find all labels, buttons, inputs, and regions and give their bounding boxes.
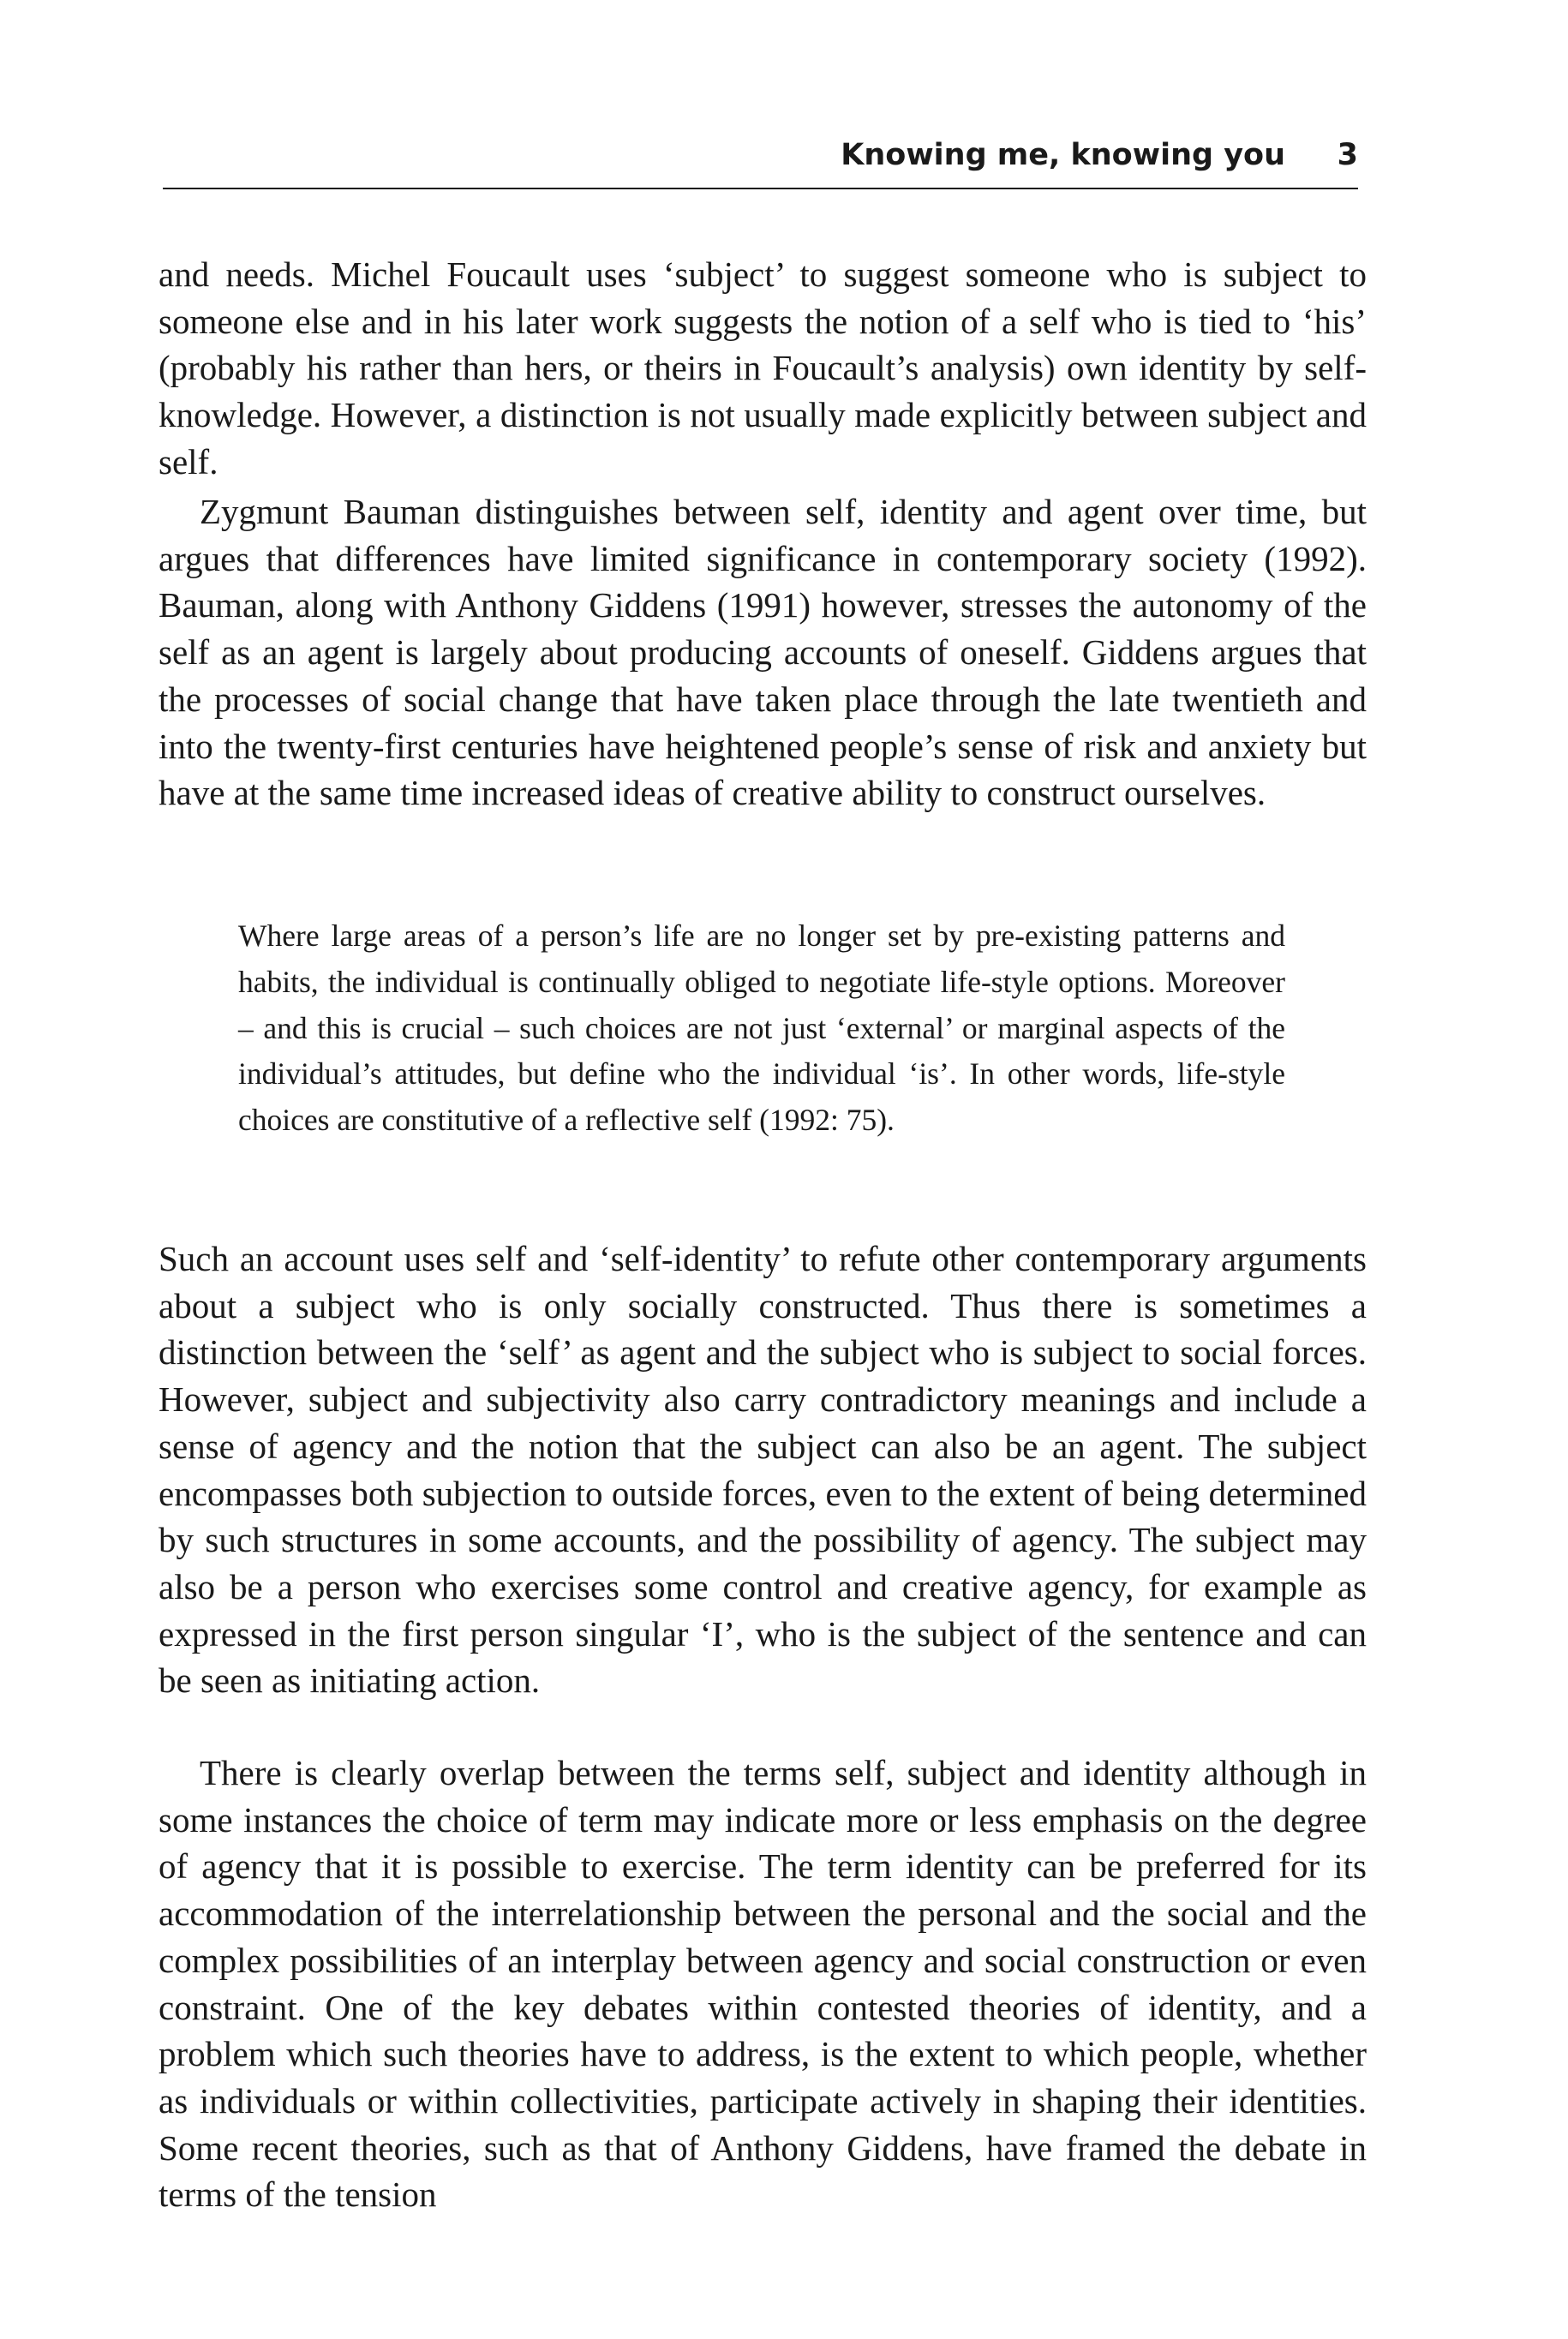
paragraph-overlap <box>159 1750 1367 2218</box>
running-header-title: Knowing me, knowing you <box>841 138 1285 172</box>
running-header <box>163 133 1358 189</box>
block-quote-text: Where large areas of a person’s life are no longer set by pre-existing patterns and habits, the individual is continually obliged to negotiate life-style options. Moreover – and this is crucial – such choices are not just ‘external’ or marginal aspects of the individual’s attitudes, but define who the individual ‘is’. In other words, life-style choices are constitutive of a reflective self (1992: 75). <box>238 918 1285 1138</box>
block-quote-giddens <box>238 913 1285 1144</box>
paragraph-self-identity <box>159 1235 1367 1704</box>
paragraph-text: Such an account uses self and ‘self-identity’ to refute other contemporary arguments about a subject who is only socially constructed. Thus there is sometimes a distinction between the ‘self’ as agent and the subject who is subject to social forces. However, subject and subjectivity also carry contradictory meanings and include a sense of agency and the notion that the subject can also be an agent. The subject encompasses both subjection to outside forces, even to the extent of being determined by such structures in some accounts, and the possibility of agency. The subject may also be a person who exercises some control and creative agency, for example as expressed in the first person singular ‘I’, who is the subject of the sentence and can be seen as initiating action. <box>159 1239 1367 1701</box>
paragraph-text: and needs. Michel Foucault uses ‘subject’ to suggest someone who is subject to someone else and in his later work suggests the notion of a self who is tied to ‘his’ (probably his rather than hers, or theirs in Foucault’s analysis) own identity by self-knowledge. However, a distinction is not usually made explicitly between subject and self. <box>159 254 1367 482</box>
paragraph-text: Zygmunt Bauman distinguishes between self, identity and agent over time, but argues that differences have limited significance in contemporary society (1992). Bauman, along with Anthony Giddens (1991) however, stresses the autonomy of the self as an agent is largely about producing accounts of oneself. Giddens argues that the processes of social change that have taken place through the late twentieth and into the twenty-first centuries have heightened people’s sense of risk and anxiety but have at the same time increased ideas of creative ability to construct ourselves. <box>159 492 1367 813</box>
paragraph-continuation <box>159 251 1367 486</box>
page-number: 3 <box>1337 138 1358 172</box>
paragraph-bauman <box>159 488 1367 817</box>
paragraph-text: There is clearly overlap between the terms self, subject and identity although in some instances the choice of term may indicate more or less emphasis on the degree of agency that it is possible to exercise. The term identity can be preferred for its accommodation of the interrelationship between the personal and the social and the complex possibilities of an interplay between agency and social construction or even constraint. One of the key debates within contested theories of identity, and a problem which such theories have to address, is the extent to which people, whether as individuals or within collectivities, participate actively in shaping their identities. Some recent theories, such as that of Anthony Giddens, have framed the debate in terms of the tension <box>159 1753 1367 2215</box>
